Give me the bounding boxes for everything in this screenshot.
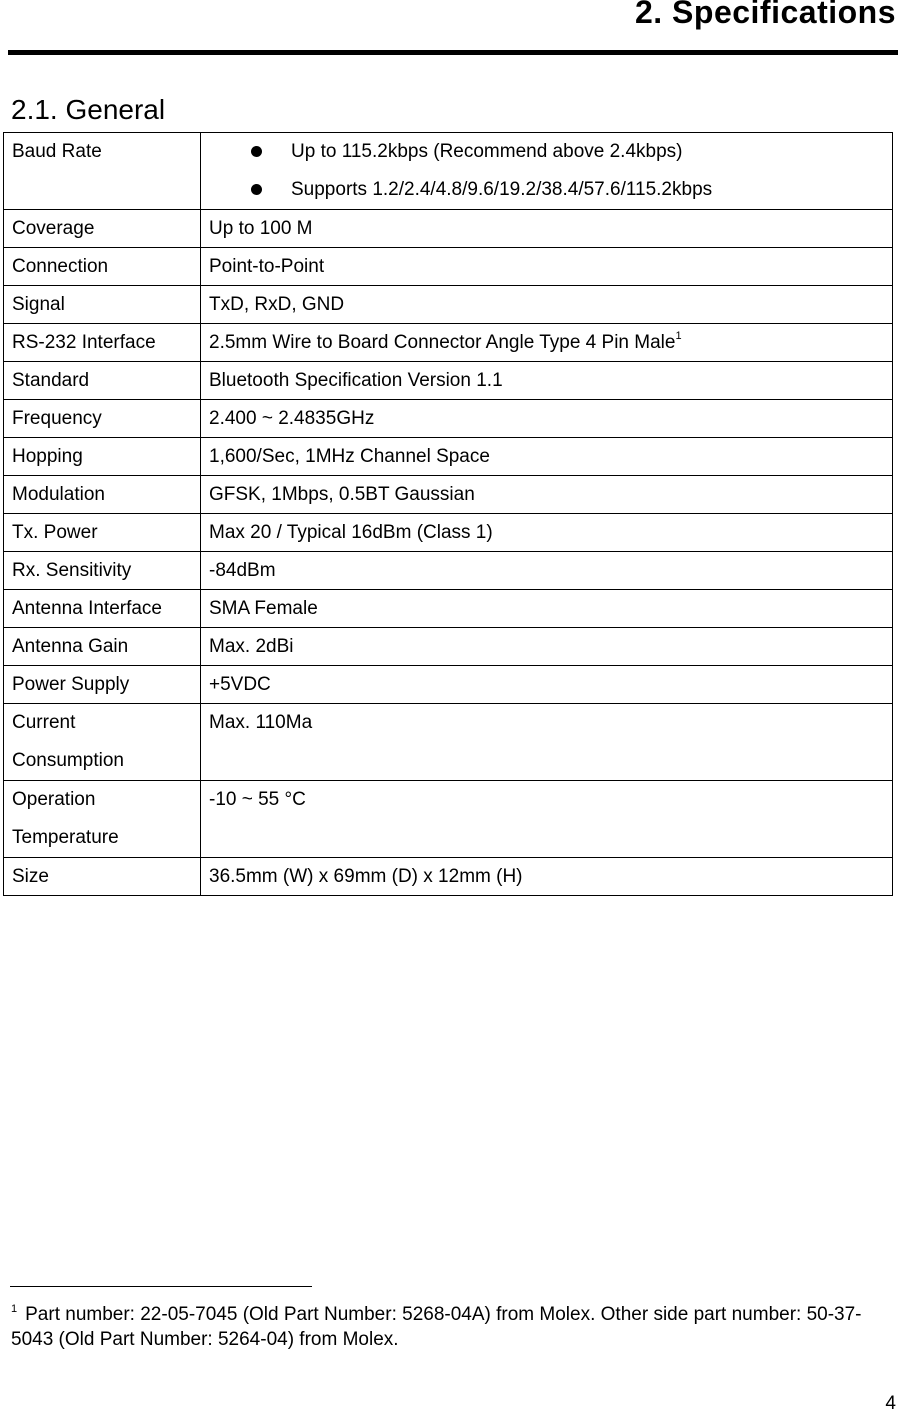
- spec-label: Rx. Sensitivity: [4, 552, 201, 590]
- list-item: [209, 133, 884, 171]
- spec-label: [4, 781, 201, 858]
- spec-label: Frequency: [4, 400, 201, 438]
- spec-label: Signal: [4, 286, 201, 324]
- bullet-icon: [251, 146, 262, 157]
- table-row: [4, 210, 893, 248]
- footnote-separator: [10, 1286, 312, 1287]
- spec-label: RS-232 Interface: [4, 324, 201, 362]
- table-row: [4, 514, 893, 552]
- spec-value: -84dBm: [201, 552, 893, 590]
- spec-label: Standard: [4, 362, 201, 400]
- spec-label-line: Temperature: [12, 827, 119, 848]
- bullet-text: Supports 1.2/2.4/4.8/9.6/19.2/38.4/57.6/115.2kbps: [291, 179, 713, 200]
- spec-label: Size: [4, 858, 201, 896]
- spec-label: Modulation: [4, 476, 201, 514]
- list-item: [209, 171, 884, 209]
- spec-label: Connection: [4, 248, 201, 286]
- table-row: [4, 858, 893, 896]
- spec-value: Max. 110Ma: [201, 704, 893, 781]
- chapter-title: 2. Specifications: [634, 0, 896, 30]
- spec-value: [201, 324, 893, 362]
- table-row: [4, 552, 893, 590]
- table-row: [4, 628, 893, 666]
- spec-label: Antenna Interface: [4, 590, 201, 628]
- table-row: [4, 400, 893, 438]
- spec-label: Tx. Power: [4, 514, 201, 552]
- table-row-baud-rate: [4, 133, 893, 210]
- footnote: [11, 1297, 891, 1352]
- spec-value: 1,600/Sec, 1MHz Channel Space: [201, 438, 893, 476]
- bullet-icon: [251, 184, 262, 195]
- page-number: 4: [885, 1393, 896, 1414]
- spec-label-line: Operation: [12, 789, 96, 810]
- baud-rate-list: [209, 133, 884, 209]
- spec-value: SMA Female: [201, 590, 893, 628]
- spec-label: Baud Rate: [4, 133, 201, 210]
- table-row: [4, 704, 893, 781]
- bullet-text: Up to 115.2kbps (Recommend above 2.4kbps): [291, 141, 683, 162]
- table-row: [4, 781, 893, 858]
- spec-value-text: 2.5mm Wire to Board Connector Angle Type 4 Pin Male: [209, 332, 676, 353]
- chapter-rule: [8, 50, 898, 55]
- spec-value: +5VDC: [201, 666, 893, 704]
- spec-value: 2.400 ~ 2.4835GHz: [201, 400, 893, 438]
- spec-label-line: Consumption: [12, 750, 124, 771]
- spec-value: [201, 133, 893, 210]
- spec-label-line: Current: [12, 712, 76, 733]
- section-title: 2.1. General: [11, 94, 166, 125]
- table-row: [4, 324, 893, 362]
- spec-value: Max 20 / Typical 16dBm (Class 1): [201, 514, 893, 552]
- footnote-text: Part number: 22-05-7045 (Old Part Number: 5268-04A) from Molex. Other side part number: 50-37-5043 (Old Part Number: 5264-04) from Molex.: [11, 1304, 862, 1350]
- spec-label: Coverage: [4, 210, 201, 248]
- table-row: [4, 286, 893, 324]
- spec-value: TxD, RxD, GND: [201, 286, 893, 324]
- spec-value: Bluetooth Specification Version 1.1: [201, 362, 893, 400]
- table-row: [4, 666, 893, 704]
- spec-value: -10 ~ 55 °C: [201, 781, 893, 858]
- spec-value: 36.5mm (W) x 69mm (D) x 12mm (H): [201, 858, 893, 896]
- spec-value: Point-to-Point: [201, 248, 893, 286]
- spec-table-body: [4, 133, 893, 896]
- spec-label: Antenna Gain: [4, 628, 201, 666]
- footnote-mark: 1: [11, 1303, 18, 1315]
- table-row: [4, 476, 893, 514]
- spec-value: Max. 2dBi: [201, 628, 893, 666]
- spec-value: Up to 100 M: [201, 210, 893, 248]
- table-row: [4, 590, 893, 628]
- spec-table: [3, 132, 893, 896]
- table-row: [4, 438, 893, 476]
- spec-label: [4, 704, 201, 781]
- spec-value: GFSK, 1Mbps, 0.5BT Gaussian: [201, 476, 893, 514]
- spec-label: Power Supply: [4, 666, 201, 704]
- table-row: [4, 248, 893, 286]
- spec-label: Hopping: [4, 438, 201, 476]
- table-row: [4, 362, 893, 400]
- footnote-reference: 1: [675, 330, 682, 342]
